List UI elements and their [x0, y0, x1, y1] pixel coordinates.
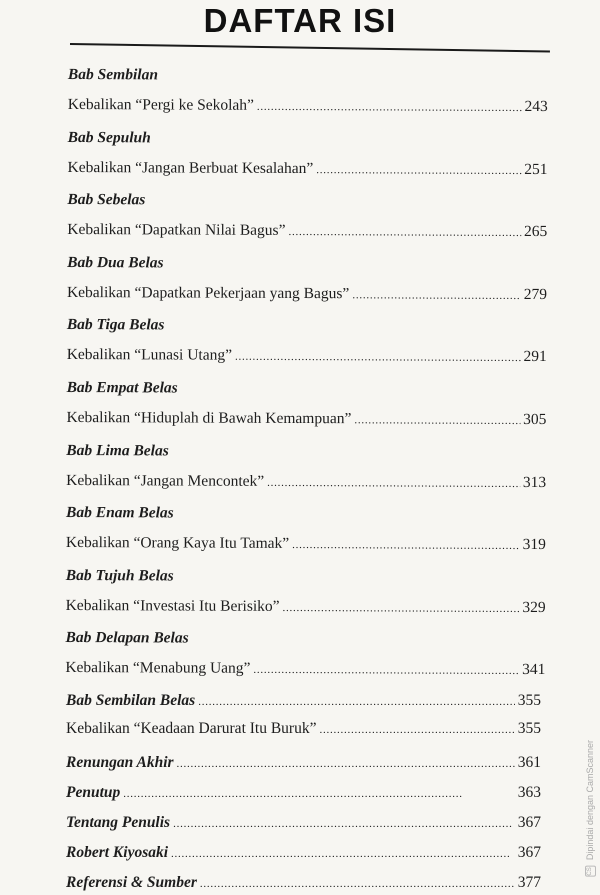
dot-leader: [198, 691, 515, 713]
page-number: 243: [524, 97, 548, 116]
scanner-watermark: [585, 740, 596, 877]
entry-title: Renungan Akhir: [66, 754, 174, 771]
toc-chapter-17: [66, 565, 546, 630]
dot-leader: [235, 346, 521, 369]
page-number: 367: [517, 844, 541, 861]
chapter-heading: Bab Tujuh Belas: [65, 566, 174, 585]
toc-chapter-15: [66, 440, 546, 505]
page-number: 329: [522, 598, 546, 616]
camscanner-logo-icon: CS: [585, 866, 596, 877]
entry-title: Kebalikan “Jangan Berbuat Kesalahan”: [67, 158, 314, 177]
chapter-heading: Bab Sembilan Belas: [66, 692, 196, 709]
chapter-heading: Bab Delapan Belas: [65, 629, 189, 647]
toc-chapter-13: [67, 314, 547, 379]
dot-leader: [200, 873, 515, 895]
page-number: 313: [522, 473, 547, 491]
chapter-heading: Bab Sebelas: [67, 191, 146, 209]
entry-title: Kebalikan “Pergi ke Sekolah”: [67, 95, 254, 114]
entry-title: Robert Kiyosaki: [66, 844, 169, 861]
page-number: 355: [517, 692, 541, 709]
toc-entry[interactable]: [66, 718, 541, 740]
page-number: 319: [522, 536, 546, 554]
toc-entry[interactable]: [66, 595, 546, 619]
toc-entry[interactable]: [68, 94, 548, 118]
page-number: 361: [517, 754, 541, 771]
toc-entry[interactable]: [66, 782, 541, 804]
page-number: 363: [517, 784, 541, 801]
toc-chapter-19: [66, 690, 541, 740]
toc-entry[interactable]: [66, 842, 541, 864]
toc-entry[interactable]: [67, 157, 547, 181]
page-number: 305: [523, 410, 547, 429]
toc-chapter-11: [67, 189, 547, 254]
page-number: 279: [523, 285, 548, 303]
toc-entry[interactable]: [65, 657, 545, 681]
toc-chapter-10: [67, 127, 547, 192]
entry-title: Kebalikan “Dapatkan Nilai Bagus”: [67, 221, 286, 240]
dot-leader: [253, 659, 519, 682]
toc-back-matter: [66, 752, 541, 894]
dot-leader: [257, 96, 522, 119]
dot-leader: [283, 597, 520, 620]
dot-leader: [292, 534, 520, 557]
toc-chapter-16: [66, 502, 546, 567]
dot-leader: [173, 813, 515, 835]
entry-title: Kebalikan “Lunasi Utang”: [66, 346, 233, 365]
toc-entry[interactable]: [66, 407, 546, 431]
toc-chapter-9: [68, 64, 548, 129]
toc-chapter-14: [66, 377, 546, 442]
toc-chapter-12: [67, 252, 547, 317]
dot-leader: [288, 221, 521, 244]
title-rule: [70, 43, 550, 53]
toc-entry[interactable]: [66, 470, 546, 494]
dot-leader: [316, 159, 521, 182]
toc-entry[interactable]: [66, 690, 541, 712]
entry-title: Kebalikan “Jangan Mencontek”: [66, 471, 265, 490]
entry-title: Kebalikan “Keadaan Darurat Itu Buruk”: [66, 720, 317, 737]
page-number: 291: [523, 348, 547, 366]
toc-entry[interactable]: [67, 219, 547, 243]
dot-leader: [171, 843, 515, 865]
page-number: 251: [524, 160, 548, 178]
entry-title: Kebalikan “Dapatkan Pekerjaan yang Bagus”: [66, 283, 350, 303]
dot-leader: [354, 409, 520, 432]
dot-leader: [319, 719, 514, 741]
dot-leader: [352, 284, 521, 307]
page-number: 367: [517, 814, 541, 831]
entry-title: Referensi & Sumber: [66, 874, 197, 891]
dot-leader: [177, 753, 515, 775]
entry-title: Kebalikan “Investasi Itu Berisiko”: [65, 596, 280, 615]
page-number: 341: [522, 661, 546, 679]
toc-entry[interactable]: [67, 282, 547, 306]
page-title: DAFTAR ISI: [203, 2, 397, 39]
entry-title: Kebalikan “Menabung Uang”: [65, 659, 251, 678]
chapter-heading: Bab Dua Belas: [67, 253, 164, 272]
toc-entry[interactable]: [66, 872, 541, 894]
toc-chapter-18: [65, 627, 545, 692]
dot-leader: [123, 783, 514, 805]
chapter-heading: Bab Tiga Belas: [66, 316, 165, 334]
entry-title: Tentang Penulis: [66, 814, 171, 831]
scanner-watermark-text: Dipindai dengan CamScanner: [585, 740, 595, 861]
table-of-contents: [65, 64, 548, 692]
chapter-heading: Bab Enam Belas: [66, 504, 174, 522]
entry-title: Kebalikan “Orang Kaya Itu Tamak”: [65, 534, 290, 553]
page-number: 377: [517, 874, 541, 891]
toc-entry[interactable]: [66, 812, 541, 834]
entry-title: Penutup: [66, 784, 121, 801]
entry-title: Kebalikan “Hiduplah di Bawah Kemampuan”: [66, 408, 352, 428]
toc-entry[interactable]: [67, 344, 547, 368]
chapter-heading: Bab Sepuluh: [67, 128, 151, 146]
page-number: 355: [517, 720, 541, 737]
chapter-heading: Bab Sembilan: [67, 65, 159, 84]
page-number: 265: [523, 223, 548, 241]
dot-leader: [267, 471, 520, 494]
chapter-heading: Bab Lima Belas: [66, 441, 169, 460]
chapter-heading: Bab Empat Belas: [66, 378, 178, 397]
toc-entry[interactable]: [66, 532, 546, 556]
toc-entry[interactable]: [66, 752, 541, 774]
